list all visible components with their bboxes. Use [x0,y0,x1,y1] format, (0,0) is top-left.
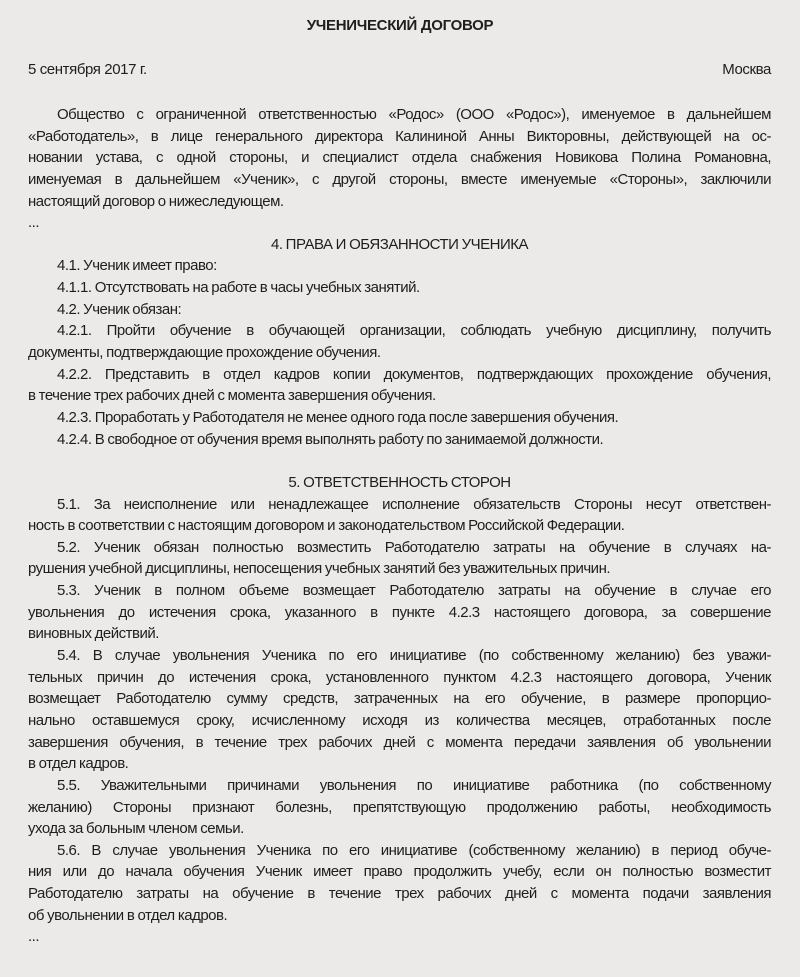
text-line: ность в соответствии с настоящим договором и законодательством Российской Федерации. [28,517,625,535]
paragraph [28,407,771,429]
ellipsis: ... [28,928,40,946]
text-line: тельных причин до истечения срока, установленного пунктом 4.2.3 настоящего договора, Ученик [28,668,771,686]
ellipsis: ... [28,214,40,232]
text-line: Общество с ограниченной ответственностью «Родос» (ООО «Родос»), именуемое в дальнейшем [57,106,771,123]
section-5-items [28,494,771,927]
section-4-items [28,255,771,450]
contract-city: Москва [722,61,771,78]
text-line: настоящий договор о нижеследующем. [28,192,284,210]
document-body [28,104,771,948]
paragraph [28,277,771,299]
text-line: новании устава, с одной стороны, и специалист отдела снабжения Новикова Полина Романовна, [28,149,771,167]
paragraph [28,299,771,321]
paragraph [28,320,771,363]
text-line: 4.2.4. В свободное от обучения время выполнять работу по занимаемой должности. [57,430,604,448]
text-line: желанию) Стороны признают болезнь, препятствующую продолжению работы, необходимость [28,798,771,816]
section-5-heading: 5. ОТВЕТСТВЕННОСТЬ СТОРОН [288,473,511,491]
text-line: 5.4. В случае увольнения Ученика по его инициативе (по собственному желанию) без уважи- [57,647,771,665]
intro-paragraph [28,104,771,212]
text-line: 4.1. Ученик имеет право: [57,257,217,275]
paragraph [28,645,771,775]
text-line: ухода за больным членом семьи. [28,820,244,838]
text-line: 5.1. За неисполнение или ненадлежащее исполнение обязательств Стороны несут ответствен- [57,495,771,513]
paragraph [28,775,771,840]
text-line: увольнения до истечения срока, указанного в пункте 4.2.3 настоящего договора, за совершение [28,603,771,621]
text-line: завершения обучения, в течение трех рабочих дней с момента передачи заявления об увольнении [28,733,771,751]
paragraph [28,255,771,277]
paragraph [28,840,771,927]
text-line: 5.6. В случае увольнения Ученика по его инициативе (собственному желанию) в период обуче- [57,841,771,859]
text-line: документы, подтверждающие прохождение обучения. [28,344,381,362]
contract-date: 5 сентября 2017 г. [28,61,147,78]
text-line: 5.3. Ученик в полном объеме возмещает Работодателю затраты на обучение в случае его [57,582,771,600]
text-line: виновных действий. [28,625,159,643]
text-line: Работодателю затраты на обучение в течение трех рабочих дней с момента подачи заявления [28,885,771,903]
text-line: в течение трех рабочих дней с момента завершения обучения. [28,387,436,405]
paragraph [28,580,771,645]
text-line: 4.1.1. Отсутствовать на работе в часы учебных занятий. [57,279,420,297]
paragraph [28,537,771,580]
text-line: именуемая в дальнейшем «Ученик», с другой стороны, вместе именуемые «Стороны», заключили [28,170,771,188]
text-line: об увольнении в отдел кадров. [28,906,228,924]
text-line: рушения учебной дисциплины, непосещения учебных занятий без уважительных причин. [28,560,611,578]
spacer [28,450,771,472]
text-line: ния или до начала обучения Ученик имеет право продолжить учебу, если он полностью возместит [28,863,771,881]
text-line: 5.5. Уважительными причинами увольнения по инициативе работника (по собственному [57,776,771,794]
paragraph [28,494,771,537]
text-line: возмещает Работодателю сумму средств, затраченных на его обучение, в размере пропорцио- [28,690,771,708]
text-line: 4.2.2. Представить в отдел кадров копии документов, подтверждающих прохождение обучения, [57,365,771,383]
document-title: УЧЕНИЧЕСКИЙ ДОГОВОР [306,17,494,34]
text-line: 4.2. Ученик обязан: [57,300,182,318]
text-line: «Работодатель», в лице генерального директора Калининой Анны Викторовны, действующей на ос- [28,127,771,145]
paragraph [28,429,771,451]
text-line: 4.2.3. Проработать у Работодателя не менее одного года после завершения обучения. [57,408,619,426]
text-line: 5.2. Ученик обязан полностью возместить Работодателю затраты на обучение в случаях на- [57,538,771,556]
paragraph [28,104,771,212]
section-4-heading: 4. ПРАВА И ОБЯЗАННОСТИ УЧЕНИКА [271,235,528,253]
text-line: в отдел кадров. [28,755,129,773]
paragraph [28,364,771,407]
text-line: нально оставшемуся сроку, исчисленному исходя из количества месяцев, отработанных после [28,711,771,729]
text-line: 4.2.1. Пройти обучение в обучающей организации, соблюдать учебную дисциплину, получить [57,322,771,340]
date-place-line [28,61,771,78]
